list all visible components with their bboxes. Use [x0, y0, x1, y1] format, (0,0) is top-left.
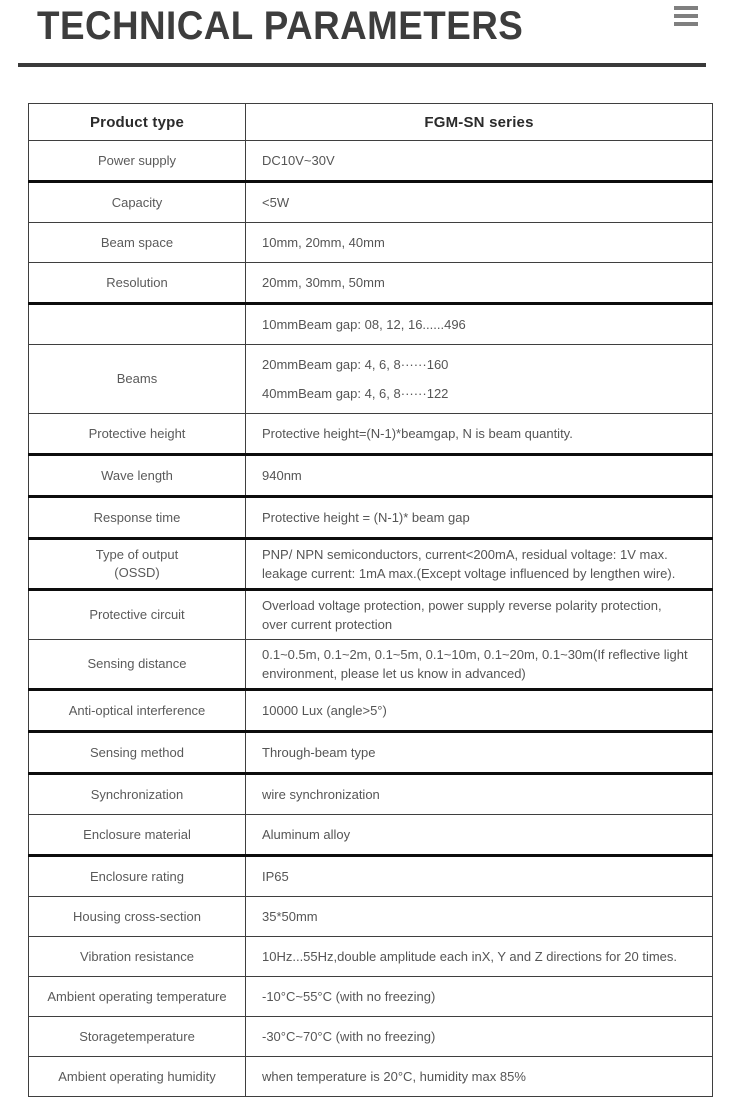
column-header-series: FGM-SN series: [246, 104, 713, 141]
param-name-cell: [29, 1017, 246, 1057]
param-name: Anti-optical interference: [68, 702, 206, 718]
table-row: [29, 1057, 713, 1097]
table-row: [29, 937, 713, 977]
table-row: [29, 897, 713, 937]
table-row: [29, 141, 713, 182]
table-row: [29, 414, 713, 455]
param-name: Beams: [116, 371, 158, 387]
table-header-row: [29, 104, 713, 141]
param-name: Housing cross-section: [73, 908, 201, 924]
param-name: Protective circuit: [89, 607, 185, 623]
param-name-cell: [29, 223, 246, 263]
table-row: [29, 732, 713, 774]
param-value-cell: [246, 590, 713, 640]
param-name-cell: [29, 455, 246, 497]
table-row: [29, 497, 713, 539]
param-name: Type of output: [95, 547, 179, 563]
param-value-cell: [246, 345, 713, 414]
param-value: -30°C~70°C (with no freezing): [262, 1029, 436, 1044]
param-value: Aluminum alloy: [262, 827, 351, 842]
param-value: Overload voltage protection, power supply reverse polarity protection,: [262, 598, 662, 613]
param-value: -10°C~55°C (with no freezing): [262, 989, 436, 1004]
param-value: Protective height = (N-1)* beam gap: [262, 510, 470, 525]
hamburger-icon: [674, 6, 698, 10]
param-name: (OSSD): [114, 565, 160, 580]
param-value-cell: [246, 815, 713, 856]
param-value-cell: [246, 539, 713, 590]
page-title: TECHNICAL PARAMETERS: [37, 4, 524, 48]
param-name: Wave length: [101, 467, 173, 483]
param-name-cell: [29, 897, 246, 937]
param-value-cell: [246, 141, 713, 182]
param-value-cell: [246, 1017, 713, 1057]
param-name: Enclosure rating: [90, 868, 184, 884]
param-value: 35*50mm: [262, 909, 318, 924]
param-name-cell: [29, 304, 246, 345]
menu-button[interactable]: [674, 6, 699, 28]
param-name-cell: [29, 497, 246, 539]
param-value: Through-beam type: [262, 745, 376, 760]
table-row: [29, 304, 713, 345]
param-name-cell: [29, 345, 246, 414]
param-value-cell: [246, 732, 713, 774]
table-row: [29, 223, 713, 263]
param-name: Beam space: [100, 234, 174, 250]
param-name: Ambient operating temperature: [47, 988, 227, 1004]
param-name: Enclosure material: [83, 826, 191, 842]
param-value: 40mmBeam gap: 4, 6, 8······122: [262, 386, 449, 401]
param-name: Response time: [93, 509, 181, 525]
param-name: Ambient operating humidity: [58, 1068, 216, 1084]
table-row: [29, 182, 713, 223]
param-value: over current protection: [262, 617, 393, 632]
param-name-cell: [29, 937, 246, 977]
table-row: [29, 640, 713, 690]
param-value: IP65: [262, 869, 289, 884]
param-value-cell: [246, 774, 713, 815]
param-name: Power supply: [97, 152, 177, 168]
table-row: [29, 345, 713, 414]
param-value: Protective height=(N-1)*beamgap, N is beam quantity.: [262, 426, 573, 441]
param-value: 10000 Lux (angle>5°): [262, 703, 387, 718]
table-row: [29, 856, 713, 897]
table-row: [29, 977, 713, 1017]
param-value-cell: [246, 223, 713, 263]
param-value: DC10V~30V: [262, 153, 335, 168]
param-name-cell: [29, 815, 246, 856]
param-value-cell: [246, 897, 713, 937]
param-name-cell: [29, 640, 246, 690]
spec-table-body: [29, 141, 713, 1097]
param-name-cell: [29, 1057, 246, 1097]
param-value-cell: [246, 937, 713, 977]
param-value-cell: [246, 414, 713, 455]
param-name: Storagetemperature: [79, 1028, 195, 1044]
param-name: Synchronization: [90, 786, 184, 802]
param-name: Sensing method: [90, 744, 184, 760]
spec-table: [28, 103, 713, 1097]
param-value-cell: [246, 182, 713, 223]
table-row: [29, 1017, 713, 1057]
param-name-cell: [29, 590, 246, 640]
table-row: [29, 455, 713, 497]
table-row: [29, 690, 713, 732]
param-name-cell: [29, 774, 246, 815]
param-value-cell: [246, 455, 713, 497]
param-value-cell: [246, 497, 713, 539]
title-underline: [18, 63, 706, 67]
param-value-cell: [246, 1057, 713, 1097]
param-value-cell: [246, 977, 713, 1017]
table-row: [29, 590, 713, 640]
param-name: Sensing distance: [87, 656, 187, 672]
param-value-cell: [246, 640, 713, 690]
param-name-cell: [29, 414, 246, 455]
param-value: 20mm, 30mm, 50mm: [262, 275, 385, 290]
param-name: Protective height: [88, 425, 186, 441]
param-value: 20mmBeam gap: 4, 6, 8······160: [262, 357, 449, 372]
param-value: 10mm, 20mm, 40mm: [262, 235, 385, 250]
param-value: environment, please let us know in advanced): [262, 666, 526, 681]
param-name-cell: [29, 263, 246, 304]
param-name: Vibration resistance: [80, 948, 194, 964]
param-name-cell: [29, 182, 246, 223]
param-value: <5W: [262, 195, 290, 210]
param-name-cell: [29, 690, 246, 732]
param-value: wire synchronization: [262, 787, 380, 802]
table-row: [29, 263, 713, 304]
param-value-cell: [246, 304, 713, 345]
param-name-cell: [29, 856, 246, 897]
param-name: Resolution: [106, 274, 168, 290]
table-row: [29, 815, 713, 856]
param-value: PNP/ NPN semiconductors, current<200mA, residual voltage: 1V max.: [262, 547, 668, 562]
param-value: 10Hz...55Hz,double amplitude each inX, Y and Z directions for 20 times.: [262, 949, 678, 964]
param-name: Capacity: [111, 194, 163, 210]
param-value-cell: [246, 263, 713, 304]
param-name-cell: [29, 732, 246, 774]
hamburger-icon: [674, 14, 698, 18]
param-name-cell: [29, 539, 246, 590]
param-value: 0.1~0.5m, 0.1~2m, 0.1~5m, 0.1~10m, 0.1~20m, 0.1~30m(If reflective light: [262, 647, 688, 662]
param-name-cell: [29, 141, 246, 182]
column-header-product-type: Product type: [29, 104, 246, 141]
param-value: 10mmBeam gap: 08, 12, 16......496: [262, 317, 466, 332]
table-row: [29, 539, 713, 590]
param-value: 940nm: [262, 468, 302, 483]
param-value: leakage current: 1mA max.(Except voltage influenced by lengthen wire).: [262, 566, 676, 581]
table-row: [29, 774, 713, 815]
param-value-cell: [246, 690, 713, 732]
param-value: when temperature is 20°C, humidity max 85%: [262, 1069, 526, 1084]
hamburger-icon: [674, 22, 698, 26]
param-value-cell: [246, 856, 713, 897]
param-name-cell: [29, 977, 246, 1017]
